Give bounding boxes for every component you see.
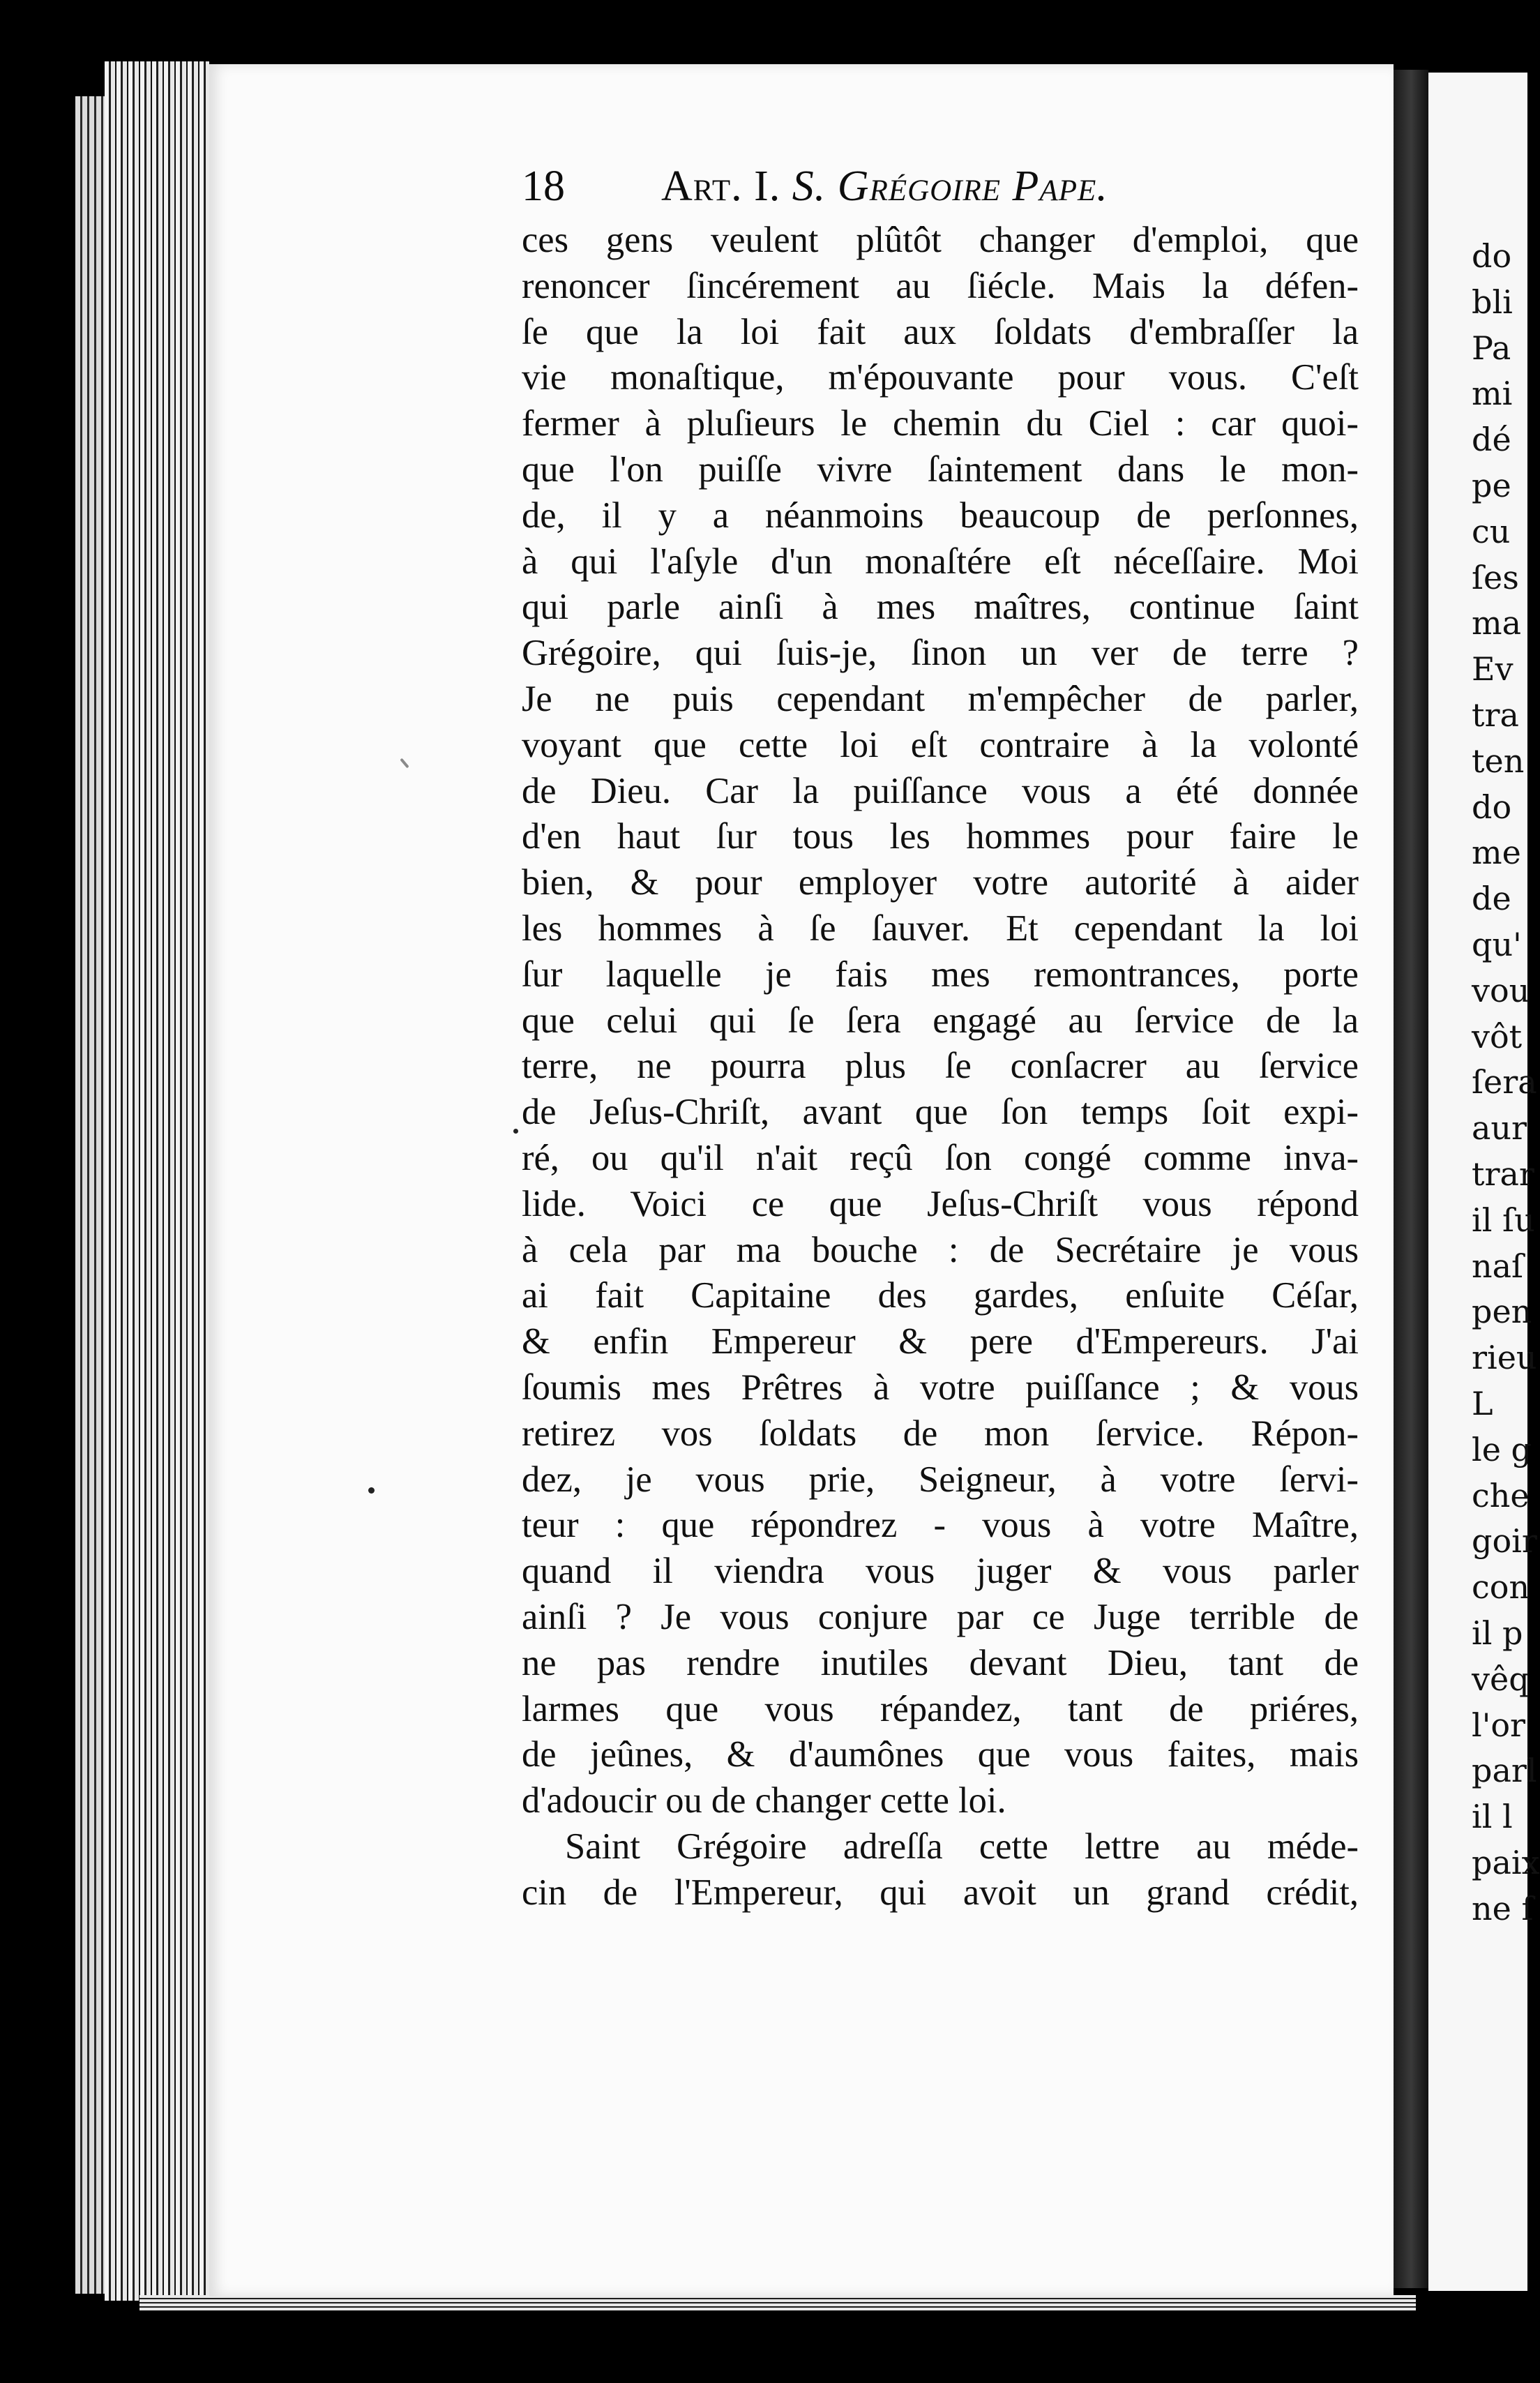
facing-page-line: parl	[1472, 1752, 1537, 1790]
body-text	[522, 218, 1359, 1916]
text-line: fermer à pluſieurs le chemin du Ciel : car quoi-	[522, 403, 1359, 444]
facing-page-line: goir	[1472, 1522, 1537, 1561]
facing-page-line: il p	[1472, 1614, 1523, 1652]
facing-page-line: che	[1472, 1476, 1530, 1514]
facing-page-line: L	[1472, 1385, 1493, 1422]
text-line: ſe que la loi fait aux ſoldats d'embraſſer la	[522, 311, 1359, 352]
text-line: d'en haut ſur tous les hommes pour faire le	[522, 816, 1359, 857]
facing-page-line: rieu	[1472, 1339, 1537, 1377]
facing-page-line: ten	[1472, 742, 1525, 780]
page-edge-bottom	[139, 2295, 1416, 2310]
facing-page-line: Ev	[1472, 650, 1513, 689]
text-line: d'adoucir ou de changer cette loi.	[522, 1780, 1006, 1821]
facing-page-line: ſes	[1472, 558, 1519, 596]
facing-page-line: ma	[1472, 604, 1522, 642]
text-line: ne pas rendre inutiles devant Dieu, tant de	[522, 1642, 1359, 1683]
running-head-article: Art. I.	[661, 163, 781, 210]
text-line: ré, ou qu'il n'ait reçû ſon congé comme inva-	[522, 1137, 1359, 1178]
running-head-subject: S. Grégoire Pape.	[792, 163, 1108, 210]
text-line: vie monaſtique, m'épouvante pour vous. C'eſt	[522, 357, 1359, 398]
text-line: ai fait Capitaine des gardes, enſuite Céſar,	[522, 1275, 1359, 1316]
facing-page-line: aur	[1472, 1109, 1527, 1148]
text-line: les hommes à ſe ſauver. Et cependant la loi	[522, 908, 1359, 949]
text-line: que l'on puiſſe vivre ſaintement dans le mon-	[522, 449, 1359, 490]
facing-page-line: vôt	[1472, 1017, 1523, 1055]
facing-page-line: bli	[1472, 283, 1513, 321]
scan-speck	[368, 1487, 375, 1494]
page-edge-stack	[105, 61, 209, 2301]
text-line: voyant que cette loi eſt contraire à la volonté	[522, 724, 1359, 765]
text-line: ſoumis mes Prêtres à votre puiſſance ; & vous	[522, 1367, 1359, 1408]
facing-page-line: con	[1472, 1568, 1530, 1607]
text-line: ces gens veulent plûtôt changer d'emploi, que	[522, 220, 1359, 260]
gutter-shadow	[1394, 70, 1428, 2288]
facing-page-line: naſ	[1472, 1247, 1524, 1285]
text-line: Grégoire, qui ſuis-je, ſinon un ver de terre ?	[522, 633, 1359, 674]
facing-page-line: cu	[1472, 512, 1511, 550]
text-line: de Jeſus-Chriſt, avant que ſon temps ſoit expi-	[522, 1092, 1359, 1133]
running-head	[522, 155, 1359, 218]
text-line: de Dieu. Car la puiſſance vous a été donnée	[522, 770, 1359, 811]
facing-page-line: do	[1472, 788, 1512, 826]
text-line: qui parle ainſi à mes maîtres, continue ſaint	[522, 587, 1359, 628]
text-line: de, il y a néanmoins beaucoup de perſonnes,	[522, 495, 1359, 536]
text-line: retirez vos ſoldats de mon ſervice. Répon-	[522, 1413, 1359, 1454]
facing-page-line: trar	[1472, 1155, 1534, 1193]
facing-page-line: vêq	[1472, 1660, 1530, 1698]
text-line: terre, ne pourra plus ſe conſacrer au ſervice	[522, 1046, 1359, 1087]
facing-page-line: paix	[1472, 1844, 1540, 1881]
text-line: de jeûnes, & d'aumônes que vous faites, mais	[522, 1734, 1359, 1775]
facing-page-line: me	[1472, 834, 1521, 872]
facing-page-line: vou	[1472, 971, 1530, 1009]
facing-page-line: tra	[1472, 696, 1519, 734]
text-line: renoncer ſincérement au ſiécle. Mais la défen-	[522, 265, 1359, 306]
facing-page-line: pe	[1472, 467, 1511, 504]
running-head-title	[661, 155, 1108, 218]
text-line: ſur laquelle je fais mes remontrances, porte	[522, 954, 1359, 995]
facing-page-line: pen	[1472, 1293, 1532, 1331]
scan-speck	[513, 1129, 518, 1134]
facing-page-line: do	[1472, 237, 1512, 275]
facing-page-fragment	[1428, 73, 1540, 2291]
text-line: Je ne puis cependant m'empêcher de parler,	[522, 678, 1359, 719]
facing-page-line: il ſu	[1472, 1201, 1535, 1239]
facing-page-line: de	[1472, 880, 1511, 918]
text-line: teur : que répondrez - vous à votre Maître,	[522, 1505, 1359, 1546]
facing-page-line: l'or	[1472, 1706, 1526, 1744]
facing-page-line: le g	[1472, 1430, 1532, 1468]
page-number: 18	[522, 163, 565, 210]
text-line: à qui l'aſyle d'un monaſtére eſt néceſſaire. Moi	[522, 541, 1359, 582]
facing-page-line: ne ſ	[1472, 1889, 1534, 1927]
text-line: cin de l'Empereur, qui avoit un grand crédit,	[522, 1872, 1359, 1913]
text-line: que celui qui ſe ſera engagé au ſervice de la	[522, 1000, 1359, 1041]
text-line: bien, & pour employer votre autorité à aider	[522, 862, 1359, 903]
facing-page-line: dé	[1472, 421, 1511, 459]
text-line: dez, je vous prie, Seigneur, à votre ſervi-	[522, 1459, 1359, 1500]
text-line: quand il viendra vous juger & vous parler	[522, 1551, 1359, 1592]
page-edge-outer	[75, 96, 107, 2294]
facing-page-line: qu'	[1472, 926, 1522, 963]
text-line: à cela par ma bouche : de Secrétaire je vous	[522, 1229, 1359, 1270]
text-line: larmes que vous répandez, tant de priéres,	[522, 1688, 1359, 1729]
text-line: & enfin Empereur & pere d'Empereurs. J'ai	[522, 1321, 1359, 1362]
text-line: lide. Voici ce que Jeſus-Chriſt vous répond	[522, 1183, 1359, 1224]
text-line: Saint Grégoire adreſſa cette lettre au méde-	[565, 1826, 1359, 1867]
facing-page-line: mi	[1472, 375, 1513, 413]
facing-page-line: Pa	[1472, 329, 1511, 367]
text-line: ainſi ? Je vous conjure par ce Juge terrible de	[522, 1596, 1359, 1637]
facing-page-line: il l	[1472, 1798, 1513, 1836]
facing-page-line: ſera	[1472, 1063, 1537, 1102]
